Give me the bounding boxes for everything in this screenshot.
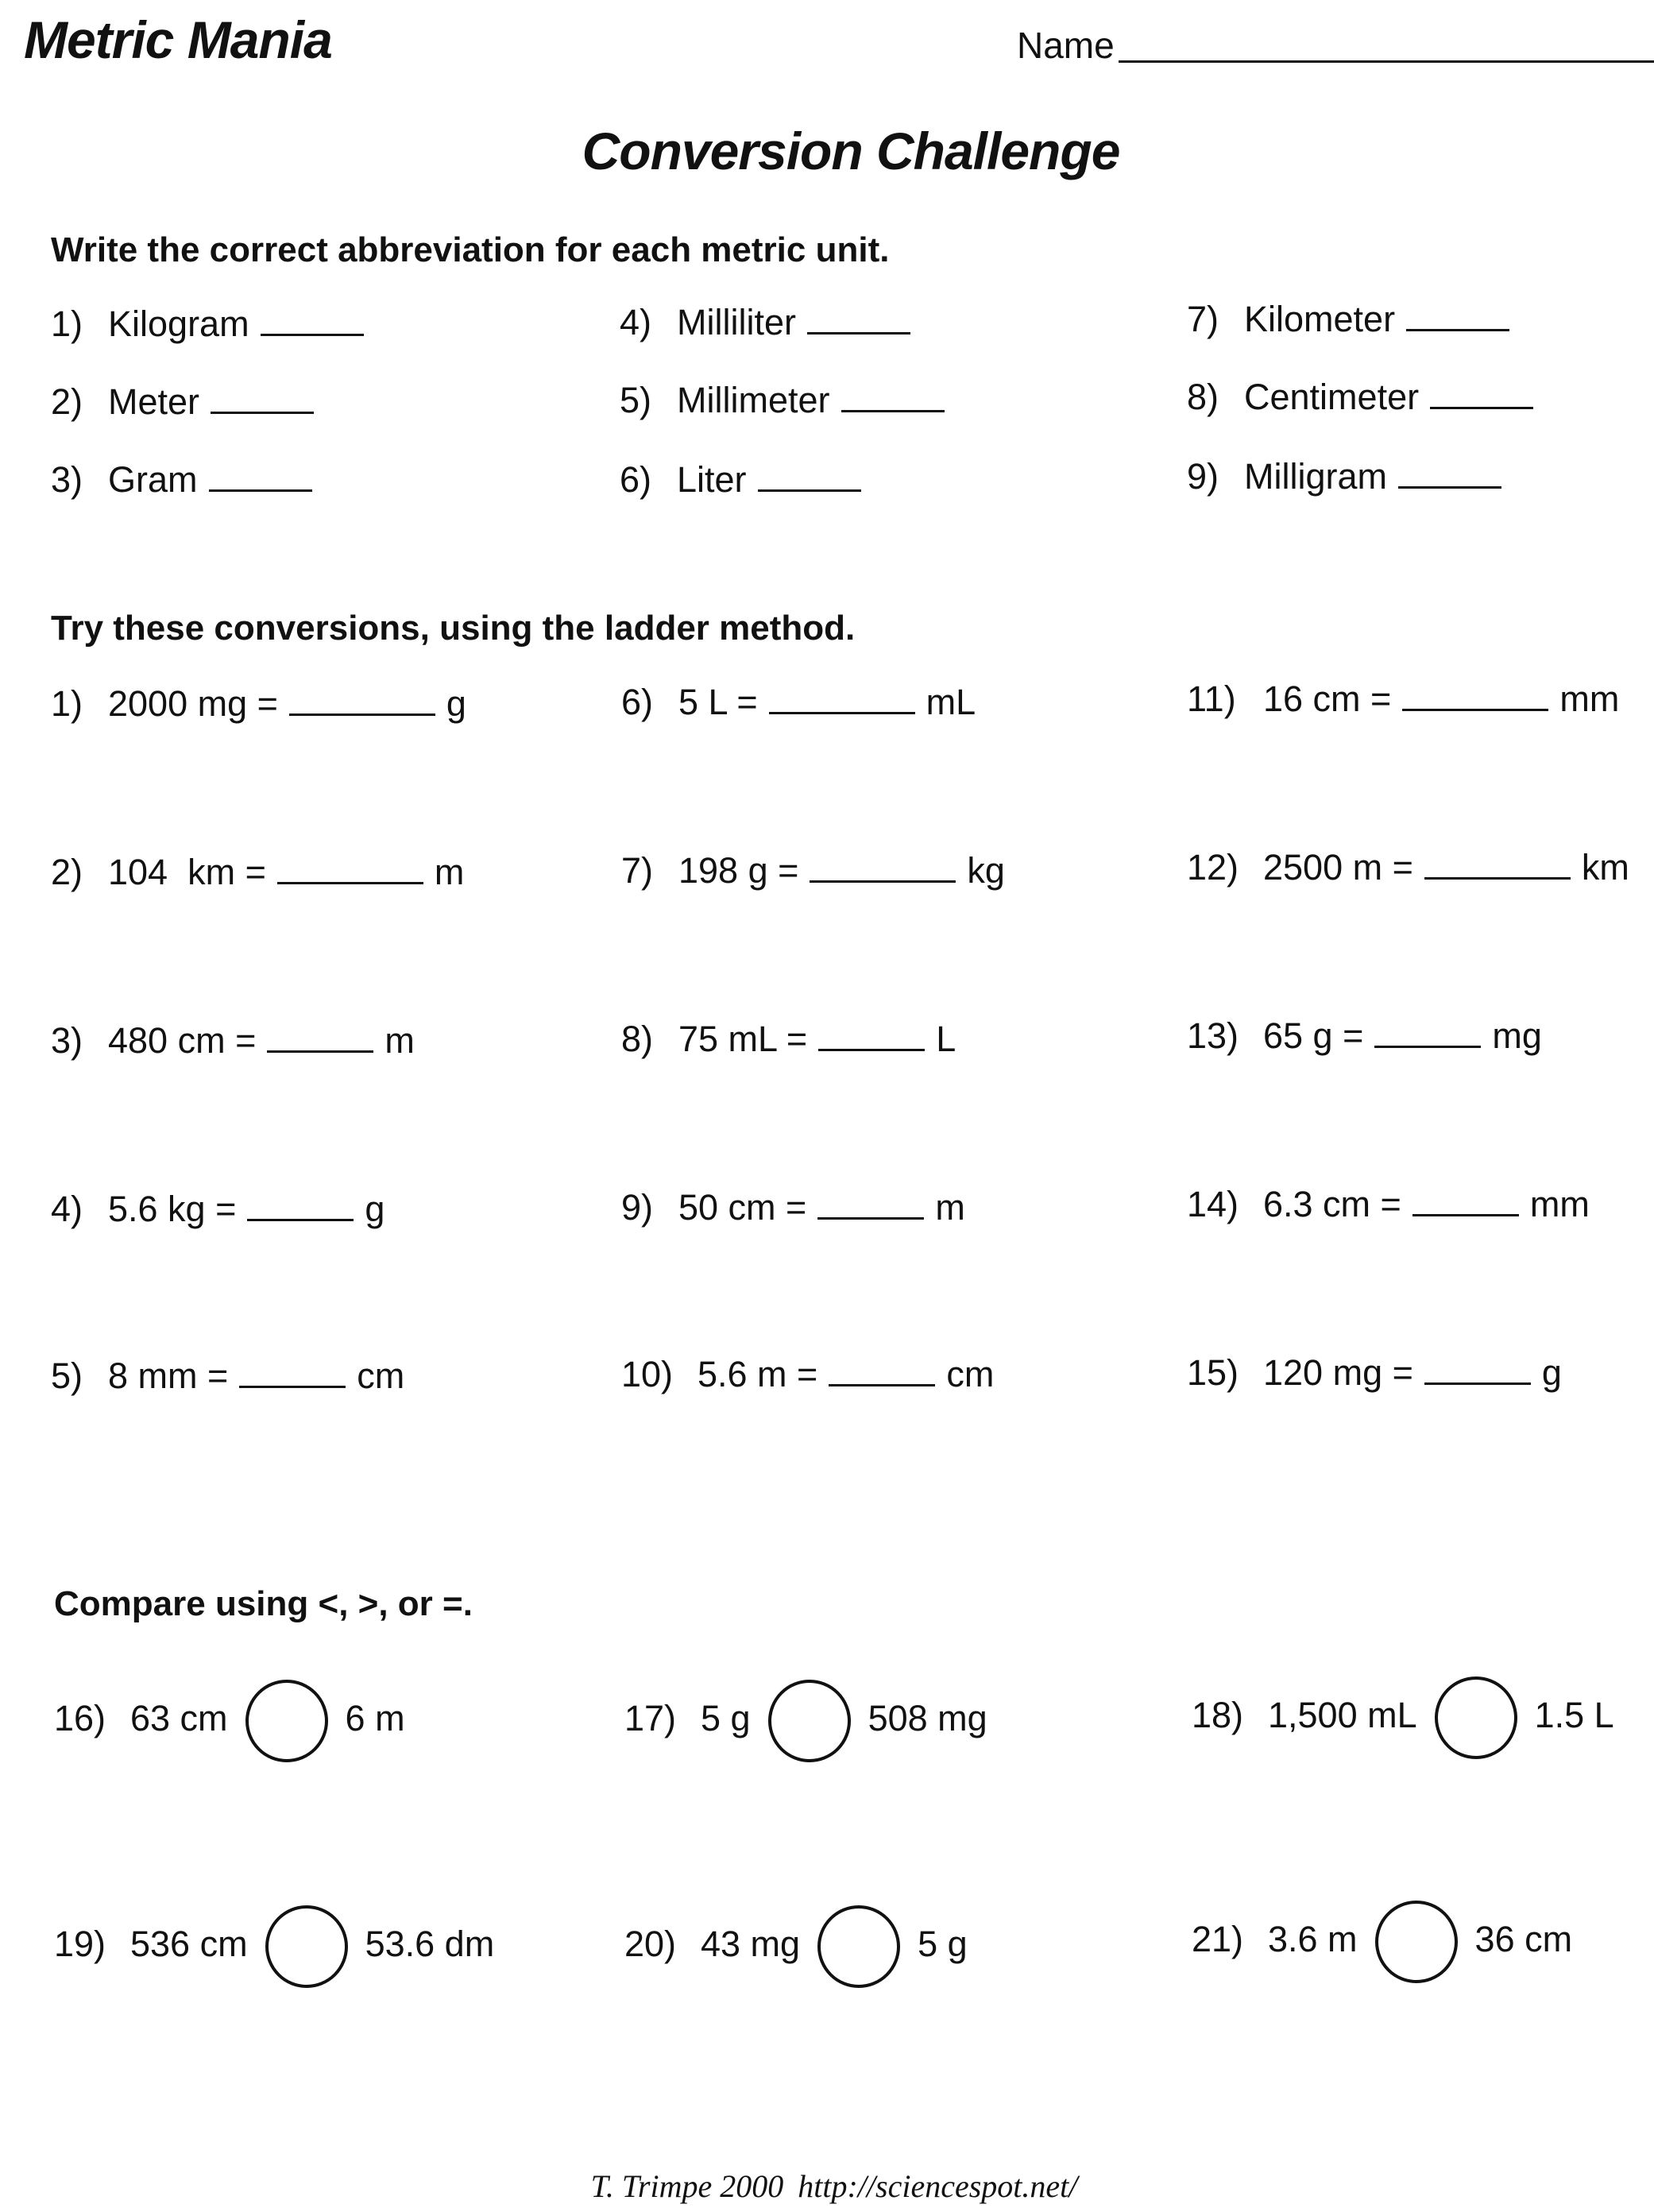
conversion-item-12 bbox=[1187, 847, 1629, 888]
abbr-item-9 bbox=[1187, 456, 1513, 497]
compare-left: 43 mg bbox=[701, 1924, 801, 1964]
abbr-label: Centimeter bbox=[1244, 377, 1420, 417]
compare-left: 3.6 m bbox=[1268, 1919, 1358, 1959]
conv-num: 1) bbox=[51, 683, 83, 724]
conv-expr: 16 cm = bbox=[1263, 679, 1392, 719]
compare-num: 16) bbox=[54, 1698, 106, 1738]
conv-num: 8) bbox=[621, 1019, 654, 1059]
conv-unit: m bbox=[385, 1020, 415, 1061]
conversion-item-1 bbox=[51, 683, 466, 725]
conv-num: 9) bbox=[621, 1187, 654, 1228]
conv-unit: m bbox=[935, 1187, 965, 1228]
answer-blank[interactable] bbox=[277, 882, 423, 884]
conv-num: 12) bbox=[1187, 847, 1239, 888]
conv-num: 3) bbox=[51, 1020, 83, 1061]
conversion-item-15 bbox=[1187, 1352, 1562, 1394]
answer-blank[interactable] bbox=[841, 410, 945, 412]
conv-unit: m bbox=[434, 852, 465, 892]
compare-num: 18) bbox=[1192, 1695, 1244, 1735]
footer-url: http://sciencespot.net/ bbox=[798, 2168, 1078, 2204]
conv-num: 6) bbox=[621, 682, 654, 722]
abbr-label: Liter bbox=[677, 459, 747, 500]
answer-blank[interactable] bbox=[1402, 709, 1548, 711]
answer-blank[interactable] bbox=[1374, 1046, 1481, 1048]
conv-unit: mL bbox=[926, 682, 976, 722]
compare-answer-circle[interactable] bbox=[817, 1905, 900, 1988]
compare-left: 63 cm bbox=[130, 1698, 228, 1738]
abbr-label: Milliliter bbox=[677, 302, 796, 342]
compare-num: 20) bbox=[624, 1924, 677, 1964]
compare-item-21 bbox=[1192, 1896, 1572, 1983]
abbr-label: Kilogram bbox=[108, 304, 249, 344]
conv-expr: 6.3 cm = bbox=[1263, 1184, 1401, 1224]
compare-left: 5 g bbox=[701, 1698, 751, 1738]
page-title-text: Conversion Challenge bbox=[582, 122, 1120, 180]
compare-item-18 bbox=[1192, 1672, 1614, 1759]
conv-expr: 120 mg = bbox=[1263, 1352, 1413, 1393]
compare-answer-circle[interactable] bbox=[1435, 1676, 1517, 1759]
abbr-num: 6) bbox=[620, 459, 652, 500]
name-label: Name bbox=[1017, 25, 1115, 66]
compare-num: 21) bbox=[1192, 1919, 1244, 1959]
conv-expr: 5.6 kg = bbox=[108, 1189, 237, 1229]
abbr-item-7 bbox=[1187, 299, 1521, 340]
conversion-item-13 bbox=[1187, 1015, 1542, 1057]
answer-blank[interactable] bbox=[289, 713, 435, 716]
conv-expr: 5 L = bbox=[678, 682, 758, 722]
conversion-item-8 bbox=[621, 1019, 956, 1060]
conversion-item-11 bbox=[1187, 679, 1619, 720]
conversion-item-4 bbox=[51, 1189, 385, 1230]
compare-right: 6 m bbox=[345, 1698, 405, 1738]
abbr-label: Kilometer bbox=[1244, 299, 1396, 339]
conv-num: 11) bbox=[1187, 679, 1236, 719]
compare-left: 536 cm bbox=[130, 1924, 248, 1964]
abbr-item-5 bbox=[620, 380, 956, 421]
compare-answer-circle[interactable] bbox=[768, 1680, 851, 1762]
conversion-item-10 bbox=[621, 1354, 994, 1395]
conv-expr: 65 g = bbox=[1263, 1015, 1364, 1056]
conversion-item-9 bbox=[621, 1187, 965, 1228]
answer-blank[interactable] bbox=[817, 1217, 924, 1220]
answer-blank[interactable] bbox=[1424, 877, 1571, 880]
abbr-num: 8) bbox=[1187, 377, 1219, 417]
conv-unit: kg bbox=[967, 850, 1005, 891]
answer-blank[interactable] bbox=[239, 1386, 346, 1388]
answer-blank[interactable] bbox=[1412, 1214, 1519, 1216]
answer-blank[interactable] bbox=[261, 334, 364, 336]
answer-blank[interactable] bbox=[1424, 1382, 1531, 1385]
conv-num: 2) bbox=[51, 852, 83, 892]
conv-expr: 5.6 m = bbox=[698, 1354, 818, 1394]
conversion-item-2 bbox=[51, 852, 464, 893]
conversion-item-6 bbox=[621, 682, 976, 723]
compare-right: 508 mg bbox=[868, 1698, 987, 1738]
abbr-num: 1) bbox=[51, 304, 83, 344]
conv-expr: 480 cm = bbox=[108, 1020, 257, 1061]
abbr-item-4 bbox=[620, 302, 922, 343]
conv-expr: 2500 m = bbox=[1263, 847, 1413, 888]
abbr-item-3 bbox=[51, 459, 323, 501]
answer-blank[interactable] bbox=[807, 332, 910, 335]
conv-unit: g bbox=[365, 1189, 385, 1229]
conversion-item-5 bbox=[51, 1355, 404, 1397]
conversion-item-3 bbox=[51, 1020, 415, 1062]
page-title bbox=[0, 121, 1654, 181]
conversion-item-7 bbox=[621, 850, 1005, 891]
conv-expr: 8 mm = bbox=[108, 1355, 229, 1396]
abbr-label: Millimeter bbox=[677, 380, 830, 420]
answer-blank[interactable] bbox=[810, 880, 956, 883]
conv-unit: g bbox=[446, 683, 466, 724]
abbr-num: 5) bbox=[620, 380, 652, 420]
conv-num: 13) bbox=[1187, 1015, 1239, 1056]
answer-blank[interactable] bbox=[1406, 329, 1509, 331]
compare-num: 17) bbox=[624, 1698, 677, 1738]
answer-blank[interactable] bbox=[769, 712, 915, 714]
answer-blank[interactable] bbox=[267, 1050, 373, 1053]
compare-answer-circle[interactable] bbox=[265, 1905, 348, 1988]
abbr-num: 3) bbox=[51, 459, 83, 500]
compare-item-17 bbox=[624, 1675, 987, 1762]
compare-answer-circle[interactable] bbox=[245, 1680, 328, 1762]
abbr-label: Gram bbox=[108, 459, 198, 500]
conv-unit: mm bbox=[1529, 1184, 1590, 1224]
conversion-instruction: Try these conversions, using the ladder method. bbox=[51, 609, 856, 648]
conv-expr: 50 cm = bbox=[678, 1187, 807, 1228]
compare-item-19 bbox=[54, 1901, 494, 1988]
answer-blank[interactable] bbox=[211, 412, 314, 414]
conv-num: 4) bbox=[51, 1189, 83, 1229]
conv-num: 10) bbox=[621, 1354, 674, 1394]
abbr-num: 2) bbox=[51, 381, 83, 422]
conv-expr: 104 km = bbox=[108, 852, 266, 892]
abbr-num: 9) bbox=[1187, 456, 1219, 497]
answer-blank[interactable] bbox=[209, 489, 312, 492]
compare-right: 1.5 L bbox=[1534, 1695, 1614, 1735]
conversion-item-14 bbox=[1187, 1184, 1590, 1225]
footer-author: T. Trimpe 2000 bbox=[590, 2168, 784, 2204]
conv-expr: 75 mL = bbox=[678, 1019, 808, 1059]
conv-num: 7) bbox=[621, 850, 654, 891]
abbr-num: 7) bbox=[1187, 299, 1219, 339]
compare-instruction: Compare using <, >, or =. bbox=[54, 1584, 473, 1623]
conv-num: 14) bbox=[1187, 1184, 1239, 1224]
conv-unit: g bbox=[1541, 1352, 1562, 1393]
abbr-item-1 bbox=[51, 304, 375, 345]
conv-num: 15) bbox=[1187, 1352, 1239, 1393]
name-field-line[interactable] bbox=[1119, 60, 1654, 63]
conv-unit: cm bbox=[946, 1354, 995, 1394]
abbreviation-instruction: Write the correct abbreviation for each metric unit. bbox=[51, 230, 890, 269]
abbr-num: 4) bbox=[620, 302, 652, 342]
answer-blank[interactable] bbox=[829, 1384, 935, 1386]
compare-item-16 bbox=[54, 1675, 405, 1762]
answer-blank[interactable] bbox=[758, 489, 861, 492]
worksheet-brand: Metric Mania bbox=[24, 10, 332, 69]
abbr-label: Milligram bbox=[1244, 456, 1387, 497]
conv-expr: 2000 mg = bbox=[108, 683, 278, 724]
compare-num: 19) bbox=[54, 1924, 106, 1964]
conv-unit: mg bbox=[1492, 1015, 1542, 1056]
conv-unit: L bbox=[936, 1019, 956, 1059]
abbr-label: Meter bbox=[108, 381, 200, 422]
abbr-item-8 bbox=[1187, 377, 1544, 418]
compare-right: 36 cm bbox=[1474, 1919, 1573, 1959]
abbr-item-6 bbox=[620, 459, 872, 501]
answer-blank[interactable] bbox=[818, 1049, 925, 1051]
compare-right: 53.6 dm bbox=[365, 1924, 495, 1964]
compare-item-20 bbox=[624, 1901, 968, 1988]
compare-right: 5 g bbox=[918, 1924, 968, 1964]
compare-left: 1,500 mL bbox=[1268, 1695, 1417, 1735]
compare-answer-circle[interactable] bbox=[1375, 1901, 1458, 1983]
conv-num: 5) bbox=[51, 1355, 83, 1396]
conv-expr: 198 g = bbox=[678, 850, 799, 891]
conv-unit: km bbox=[1581, 847, 1629, 888]
answer-blank[interactable] bbox=[1398, 486, 1501, 489]
conv-unit: mm bbox=[1559, 679, 1620, 719]
answer-blank[interactable] bbox=[247, 1219, 354, 1221]
conv-unit: cm bbox=[357, 1355, 405, 1396]
answer-blank[interactable] bbox=[1430, 407, 1533, 409]
footer-credit bbox=[0, 2168, 1654, 2205]
abbr-item-2 bbox=[51, 381, 325, 423]
